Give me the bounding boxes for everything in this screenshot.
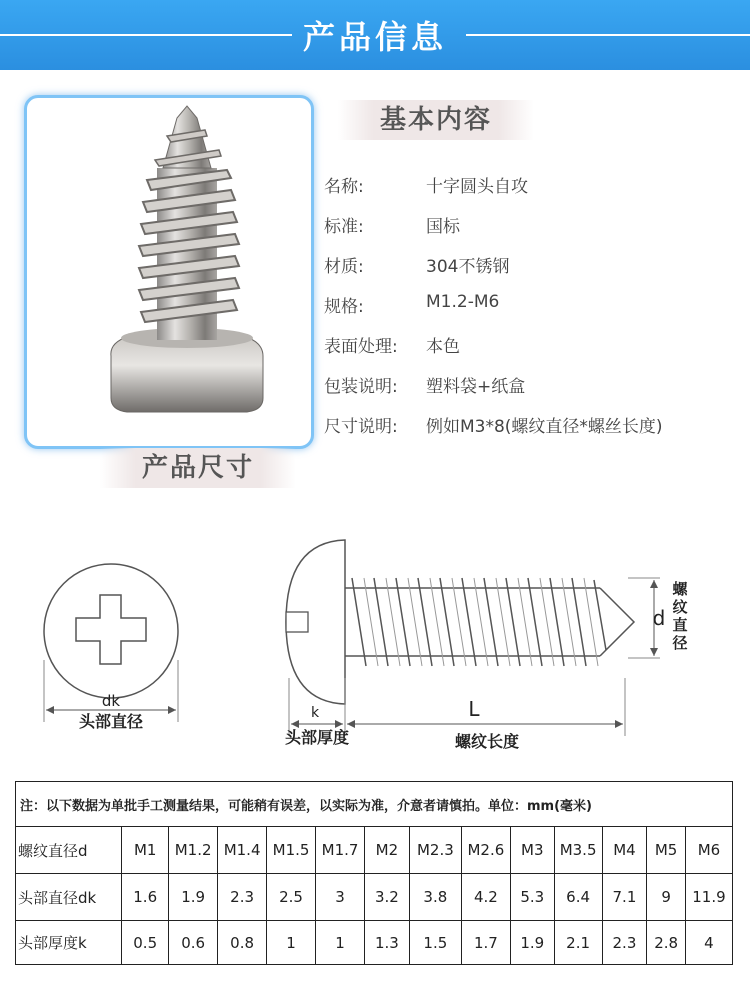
table-cell: M1.4 (218, 827, 267, 874)
product-photo (24, 95, 314, 449)
table-cell: 0.5 (122, 921, 169, 965)
L-label: L (468, 697, 480, 721)
info-value: 国标 (426, 217, 460, 237)
table-cell: M5 (647, 827, 686, 874)
cross-recess-icon (76, 595, 146, 664)
thread-diameter-char: 径 (672, 634, 688, 652)
table-cell: 2.1 (554, 921, 602, 965)
info-value: 塑料袋+纸盒 (426, 377, 526, 397)
head-top-view (44, 564, 178, 698)
table-cell: M2 (365, 827, 410, 874)
info-key: 表面处理: (324, 337, 398, 357)
info-key: 材质: (324, 257, 364, 277)
table-cell: 1 (267, 921, 316, 965)
thread-diameter-char: 直 (672, 616, 688, 634)
table-cell: 1.5 (409, 921, 461, 965)
product-size-tag: 产品尺寸 (100, 448, 296, 488)
table-cell: 0.8 (218, 921, 267, 965)
table-cell: M1.7 (316, 827, 365, 874)
head-diameter-label: 头部直径 (78, 712, 144, 731)
table-cell: 1.3 (365, 921, 410, 965)
table-row-thread-diameter (16, 827, 733, 874)
spec-table (15, 781, 733, 965)
table-cell: 2.8 (647, 921, 686, 965)
table-cell: 1.6 (122, 874, 169, 921)
thread-diameter-char: 螺 (672, 580, 688, 598)
thread-body (345, 578, 634, 666)
basic-info-tag: 基本内容 (338, 100, 534, 140)
info-key: 规格: (324, 297, 364, 317)
info-key: 包装说明: (324, 377, 398, 397)
table-cell: 3.8 (409, 874, 461, 921)
table-cell: 1.7 (461, 921, 510, 965)
dimension-diagram (0, 500, 750, 770)
screw-photo-image (27, 98, 311, 446)
table-cell: 6.4 (554, 874, 602, 921)
table-cell: M2.6 (461, 827, 510, 874)
row-label: 螺纹直径d (16, 827, 122, 874)
table-cell: 5.3 (510, 874, 554, 921)
table-cell: M1 (122, 827, 169, 874)
row-label: 头部直径dk (16, 874, 122, 921)
info-key: 尺寸说明: (324, 417, 398, 437)
table-cell: M1.5 (267, 827, 316, 874)
header-banner (0, 0, 750, 70)
table-note-row (16, 782, 733, 827)
table-cell: 0.6 (169, 921, 218, 965)
table-cell: M6 (685, 827, 732, 874)
table-row-head-thickness (16, 921, 733, 965)
table-cell: 1.9 (510, 921, 554, 965)
info-value: 304不锈钢 (426, 257, 510, 277)
row-label: 头部厚度k (16, 921, 122, 965)
table-cell: 4.2 (461, 874, 510, 921)
table-cell: M1.2 (169, 827, 218, 874)
table-cell: 2.3 (218, 874, 267, 921)
thread-length-label: 螺纹长度 (454, 732, 520, 751)
info-key: 标准: (324, 217, 364, 237)
table-cell: M4 (602, 827, 647, 874)
table-cell: M3.5 (554, 827, 602, 874)
table-cell: M3 (510, 827, 554, 874)
d-label: d (652, 606, 666, 630)
info-value: 本色 (426, 337, 460, 357)
table-note: 注：以下数据为单批手工测量结果，可能稍有误差，以实际为准，介意者请慎拍。单位：mm(毫米) (16, 782, 733, 827)
info-value: 例如M3*8(螺纹直径*螺丝长度) (426, 417, 663, 437)
table-row-head-diameter (16, 874, 733, 921)
page-title: 产品信息 (302, 18, 447, 56)
dk-label: dk (101, 692, 121, 710)
table-cell: 1.9 (169, 874, 218, 921)
table-cell: 3.2 (365, 874, 410, 921)
table-cell: 2.3 (602, 921, 647, 965)
head-thickness-label: 头部厚度 (284, 728, 350, 747)
info-value: 十字圆头自攻 (426, 177, 528, 197)
thread-diameter-char: 纹 (672, 598, 688, 616)
dimension-drawing (0, 500, 750, 770)
table-cell: 1 (316, 921, 365, 965)
table-cell: 7.1 (602, 874, 647, 921)
table-cell: M2.3 (409, 827, 461, 874)
k-label: k (310, 705, 320, 721)
info-key: 名称: (324, 177, 364, 197)
info-value: M1.2-M6 (426, 292, 500, 312)
table-cell: 4 (685, 921, 732, 965)
table-cell: 2.5 (267, 874, 316, 921)
table-cell: 11.9 (685, 874, 732, 921)
table-cell: 9 (647, 874, 686, 921)
table-cell: 3 (316, 874, 365, 921)
